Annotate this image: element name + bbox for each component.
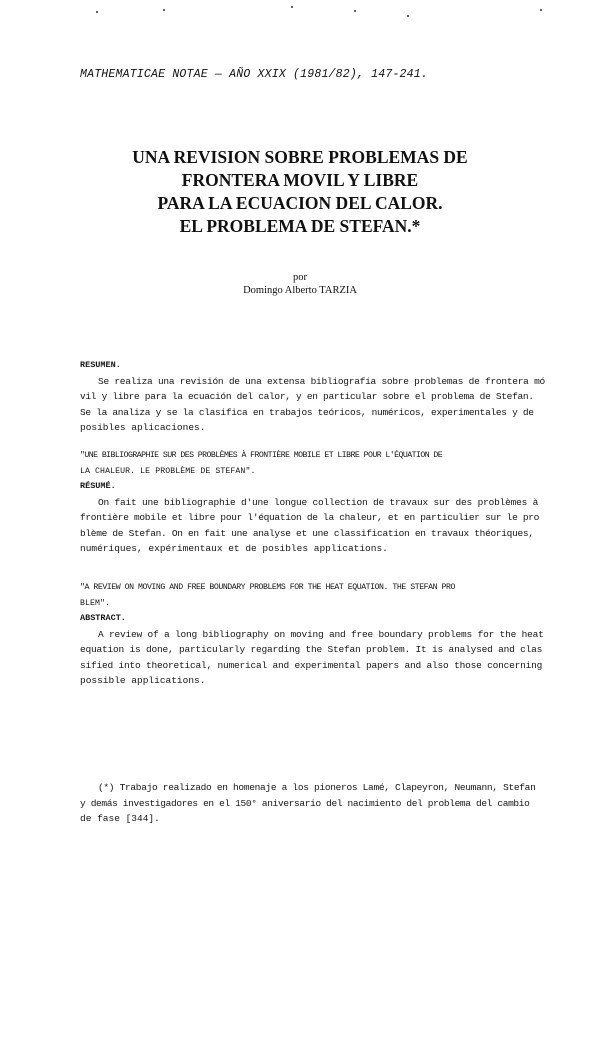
scan-speck [163,9,165,11]
english-line: equation is done, particularly regarding the Stefan problem. It is analysed and clas [80,644,543,655]
paper-title [0,146,600,238]
scan-speck [291,6,293,8]
footnote [80,780,536,827]
english-line: A review of a long bibliography on moving and free boundary problems for the heat [98,628,544,640]
scan-speck [354,10,356,12]
french-line: On fait une bibliographie d'une longue collection de travaux sur des problèmes à [98,496,539,508]
author-block [0,271,600,297]
title-line: UNA REVISION SOBRE PROBLEMAS DE [132,147,468,167]
title-line: EL PROBLEMA DE STEFAN.* [179,216,421,236]
french-line: numériques, expérimentaux et de posibles applications. [80,543,388,554]
journal-citation: MATHEMATICAE NOTAE — AÑO XXIX (1981/82), 147-241. [80,68,428,81]
english-section [80,580,544,689]
french-section [80,448,540,557]
author-name: Domingo Alberto TARZIA [243,285,357,296]
resumen-heading: RESUMEN. [80,360,121,370]
title-line: PARA LA ECUACION DEL CALOR. [157,193,443,213]
french-title-line: LA CHALEUR. LE PROBLÈME DE STEFAN". [80,466,256,476]
footnote-line: y demás investigadores en el 150° aniversario del nacimiento del problema del cambio [80,797,530,809]
english-title-line: "A REVIEW ON MOVING AND FREE BOUNDARY PROBLEMS FOR THE HEAT EQUATION. THE STEFAN PRO [80,583,455,592]
french-heading: RÉSUMÉ. [80,481,116,491]
resumen-line: Se realiza una revisión de una extensa bibliografía sobre problemas de frontera mó [98,375,545,387]
resumen-line: posibles aplicaciones. [80,422,206,433]
footnote-line: (*) Trabajo realizado en homenaje a los pioneros Lamé, Clapeyron, Neumann, Stefan [98,782,536,793]
footnote-line: de fase [344]. [80,813,160,824]
english-line: sified into theoretical, numerical and experimental papers and also those concerning [80,659,543,671]
scan-speck [540,9,542,11]
english-line: possible applications. [80,675,206,686]
french-line: frontière mobile et libre pour l'équation de la chaleur, et en particulier sur le pro [80,512,540,523]
english-heading: ABSTRACT. [80,613,126,623]
french-title-line: "UNE BIBLIOGRAPHIE SUR DES PROBLÈMES À FRONTIÈRE MOBILE ET LIBRE POUR L'ÉQUATION DE [80,451,443,460]
resumen-section [80,358,545,436]
author-by: por [293,272,307,283]
english-title-line: BLEM". [80,598,111,608]
scan-speck [407,15,409,17]
french-line: blème de Stefan. On en fait une analyse et une classification en travaux théoriques, [80,527,534,539]
resumen-line: Se la analiza y se la clasifica en trabajos teóricos, numéricos, experimentales y de [80,406,534,418]
scan-speck [96,11,98,13]
title-line: FRONTERA MOVIL Y LIBRE [181,170,419,190]
resumen-line: vil y libre para la ecuación del calor, y en particular sobre el problema de Stefan. [80,391,534,402]
